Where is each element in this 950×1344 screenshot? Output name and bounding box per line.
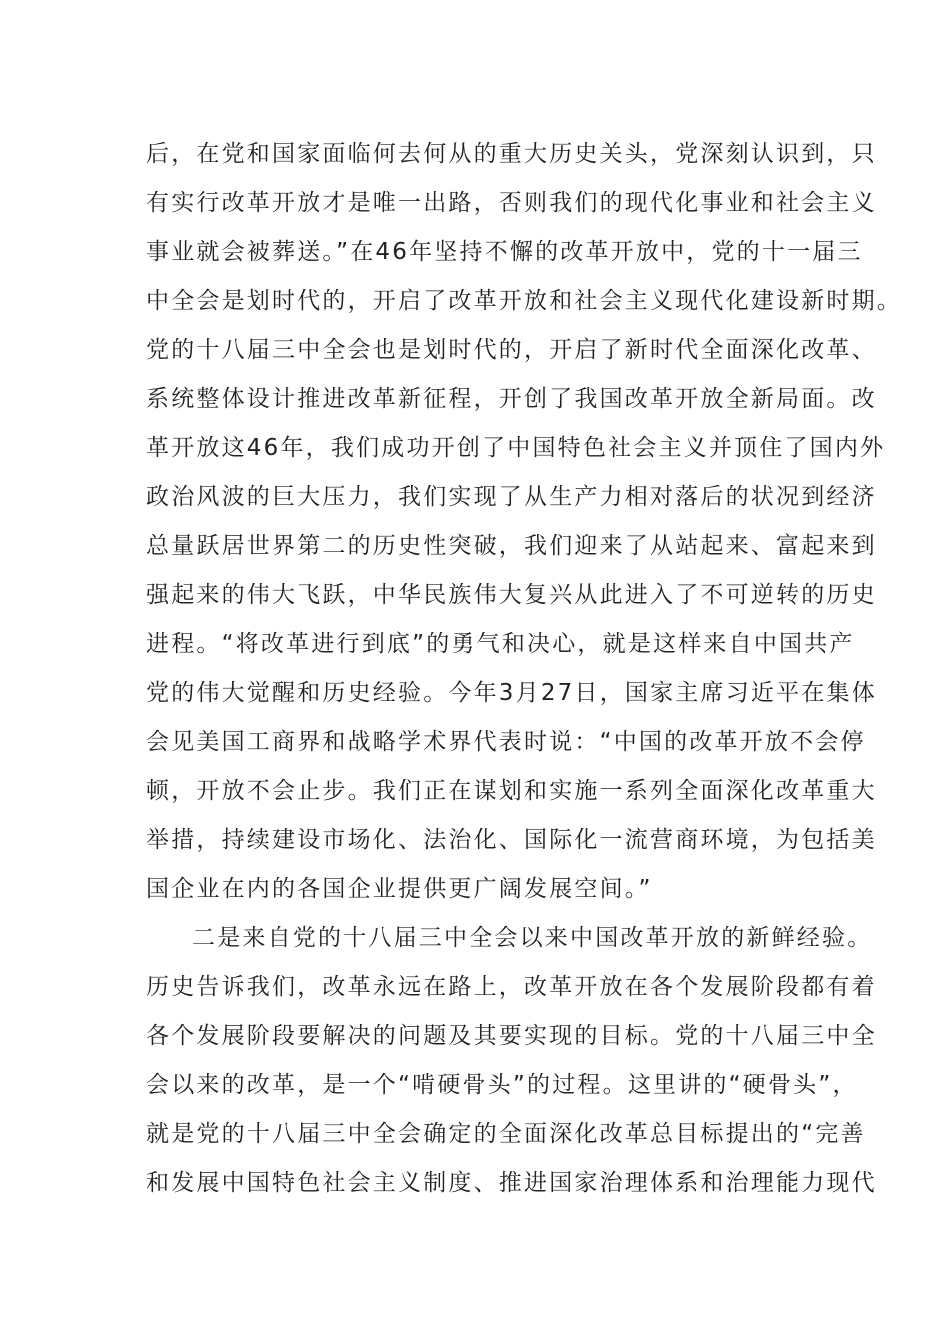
text-line: 强起来的伟大飞跃，中华民族伟大复兴从此进入了不可逆转的历史	[146, 582, 877, 608]
text-line: 和发展中国特色社会主义制度、推进国家治理体系和治理能力现代	[146, 1170, 877, 1196]
text-line: 举措，持续建设市场化、法治化、国际化一流营商环境，为包括美	[146, 827, 877, 853]
text-line: 国企业在内的各国企业提供更广阔发展空间。”	[146, 876, 653, 902]
text-line: 后，在党和国家面临何去何从的重大历史关头，党深刻认识到，只	[146, 141, 877, 167]
text-line: 政治风波的巨大压力，我们实现了从生产力相对落后的状况到经济	[146, 484, 877, 510]
text-line: 系统整体设计推进改革新征程，开创了我国改革开放全新局面。改	[146, 386, 877, 412]
text-line: 历史告诉我们，改革永远在路上，改革开放在各个发展阶段都有着	[146, 974, 877, 1000]
text-line: 进程。“将改革进行到底”的勇气和决心，就是这样来自中国共产	[146, 631, 855, 657]
text-line: 党的伟大觉醒和历史经验。今年3月27日，国家主席习近平在集体	[146, 680, 877, 706]
body-text	[146, 130, 902, 1208]
paragraph-start-line: 二是来自党的十八届三中全会以来中国改革开放的新鲜经验。	[192, 925, 873, 951]
text-line: 总量跃居世界第二的历史性突破，我们迎来了从站起来、富起来到	[146, 533, 877, 559]
text-line: 各个发展阶段要解决的问题及其要实现的目标。党的十八届三中全	[146, 1023, 877, 1049]
text-line: 中全会是划时代的，开启了改革开放和社会主义现代化建设新时期。	[146, 288, 902, 314]
text-line: 会以来的改革，是一个“啃硬骨头”的过程。这里讲的“硬骨头”，	[146, 1072, 858, 1098]
text-line: 就是党的十八届三中全会确定的全面深化改革总目标提出的“完善	[146, 1121, 866, 1147]
text-line: 顿，开放不会止步。我们正在谋划和实施一系列全面深化改革重大	[146, 778, 877, 804]
text-line: 有实行改革开放才是唯一出路，否则我们的现代化事业和社会主义	[146, 190, 877, 216]
text-line: 革开放这46年，我们成功开创了中国特色社会主义并顶住了国内外	[146, 435, 886, 461]
text-line: 事业就会被葬送。”在46年坚持不懈的改革开放中，党的十一届三	[146, 239, 863, 265]
text-line: 会见美国工商界和战略学术界代表时说：“中国的改革开放不会停	[146, 729, 866, 755]
text-line: 党的十八届三中全会也是划时代的，开启了新时代全面深化改革、	[146, 337, 877, 363]
